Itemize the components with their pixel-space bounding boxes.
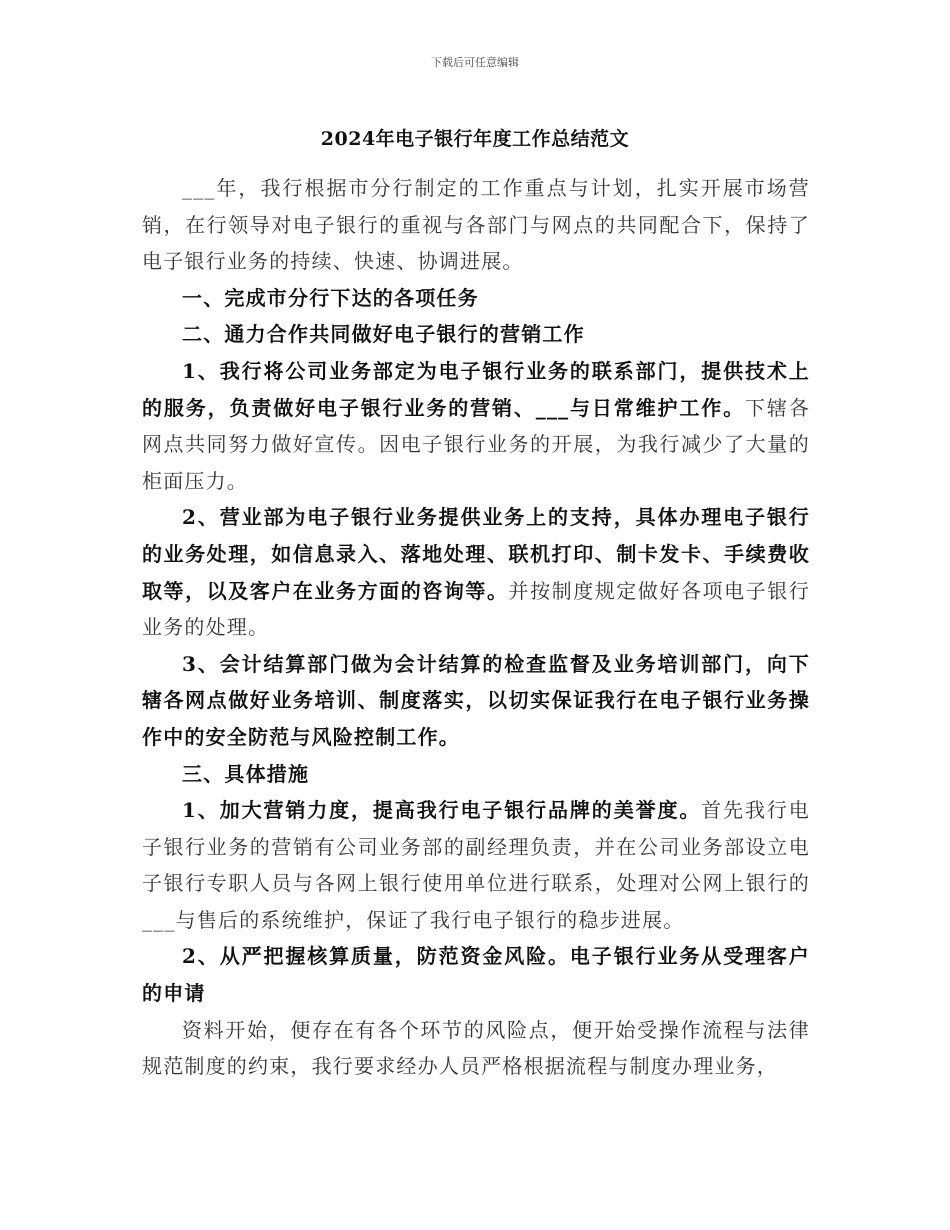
paragraph-text: 下辖各网点共同努力做好宣传。因电子银行业务的开展，为我行减少了大量的柜面压力。 (142, 395, 810, 493)
section-heading-text: 一、完成市分行下达的各项任务 (182, 285, 479, 310)
paragraph-intro (142, 170, 810, 280)
paragraph-item-3 (142, 646, 810, 756)
section-heading-1 (142, 280, 810, 317)
paragraph-bold-text: 1、加大营销力度，提高我行电子银行品牌的美誉度。 (182, 798, 702, 823)
paragraph-text: 资料开始，便存在有各个环节的风险点，便开始受操作流程与法律规范制度的约束，我行要求经办人员严格根据流程与制度办理业务， (142, 1017, 810, 1079)
paragraph-bold-text: 2、营业部为电子银行业务提供业务上的支持，具体办理电子银行的业务处理，如信息录入、落地处理、联机打印、制卡发卡、手续费收取等，以及客户在业务方面的咨询等。 (142, 505, 810, 603)
section-heading-text: 二、通力合作共同做好电子银行的营销工作 (182, 322, 585, 347)
paragraph-text: 首先我行电子银行业务的营销有公司业务部的副经理负责，并在公司业务部设立电子银行专职人员与各网上银行使用单位进行联系，处理对公网上银行的___与售后的系统维护，保证了我行电子银行的稳步进展。 (142, 798, 811, 932)
section-heading-3 (142, 756, 810, 793)
document-title: 2024年电子银行年度工作总结范文 (320, 128, 630, 150)
paragraph-continuation (142, 1012, 810, 1085)
document-body (142, 170, 810, 1085)
paragraph-text: ___年，我行根据市分行制定的工作重点与计划，扎实开展市场营销，在行领导对电子银行的重视与各部门与网点的共同配合下，保持了电子银行业务的持续、快速、协调进展。 (142, 176, 810, 274)
paragraph-measure-2 (142, 938, 810, 1011)
paragraph-bold-text: 1、我行将公司业务部定为电子银行业务的联系部门，提供技术上的服务，负责做好电子银行业务的营销、___与日常维护工作。 (142, 358, 810, 420)
section-heading-text: 三、具体措施 (182, 761, 310, 786)
paragraph-text: 并按制度规定做好各项电子银行业务的处理。 (142, 578, 810, 640)
section-heading-2 (142, 316, 810, 353)
paragraph-bold-text: 3、会计结算部门做为会计结算的检查监督及业务培训部门，向下辖各网点做好业务培训、制度落实，以切实保证我行在电子银行业务操作中的安全防范与风险控制工作。 (142, 651, 810, 749)
paragraph-bold-text: 2、从严把握核算质量，防范资金风险。电子银行业务从受理客户的申请 (142, 944, 810, 1006)
paragraph-item-2 (142, 499, 810, 645)
paragraph-item-1 (142, 353, 810, 499)
paragraph-measure-1 (142, 792, 810, 938)
header-note: 下载后可任意编辑 (431, 56, 519, 69)
